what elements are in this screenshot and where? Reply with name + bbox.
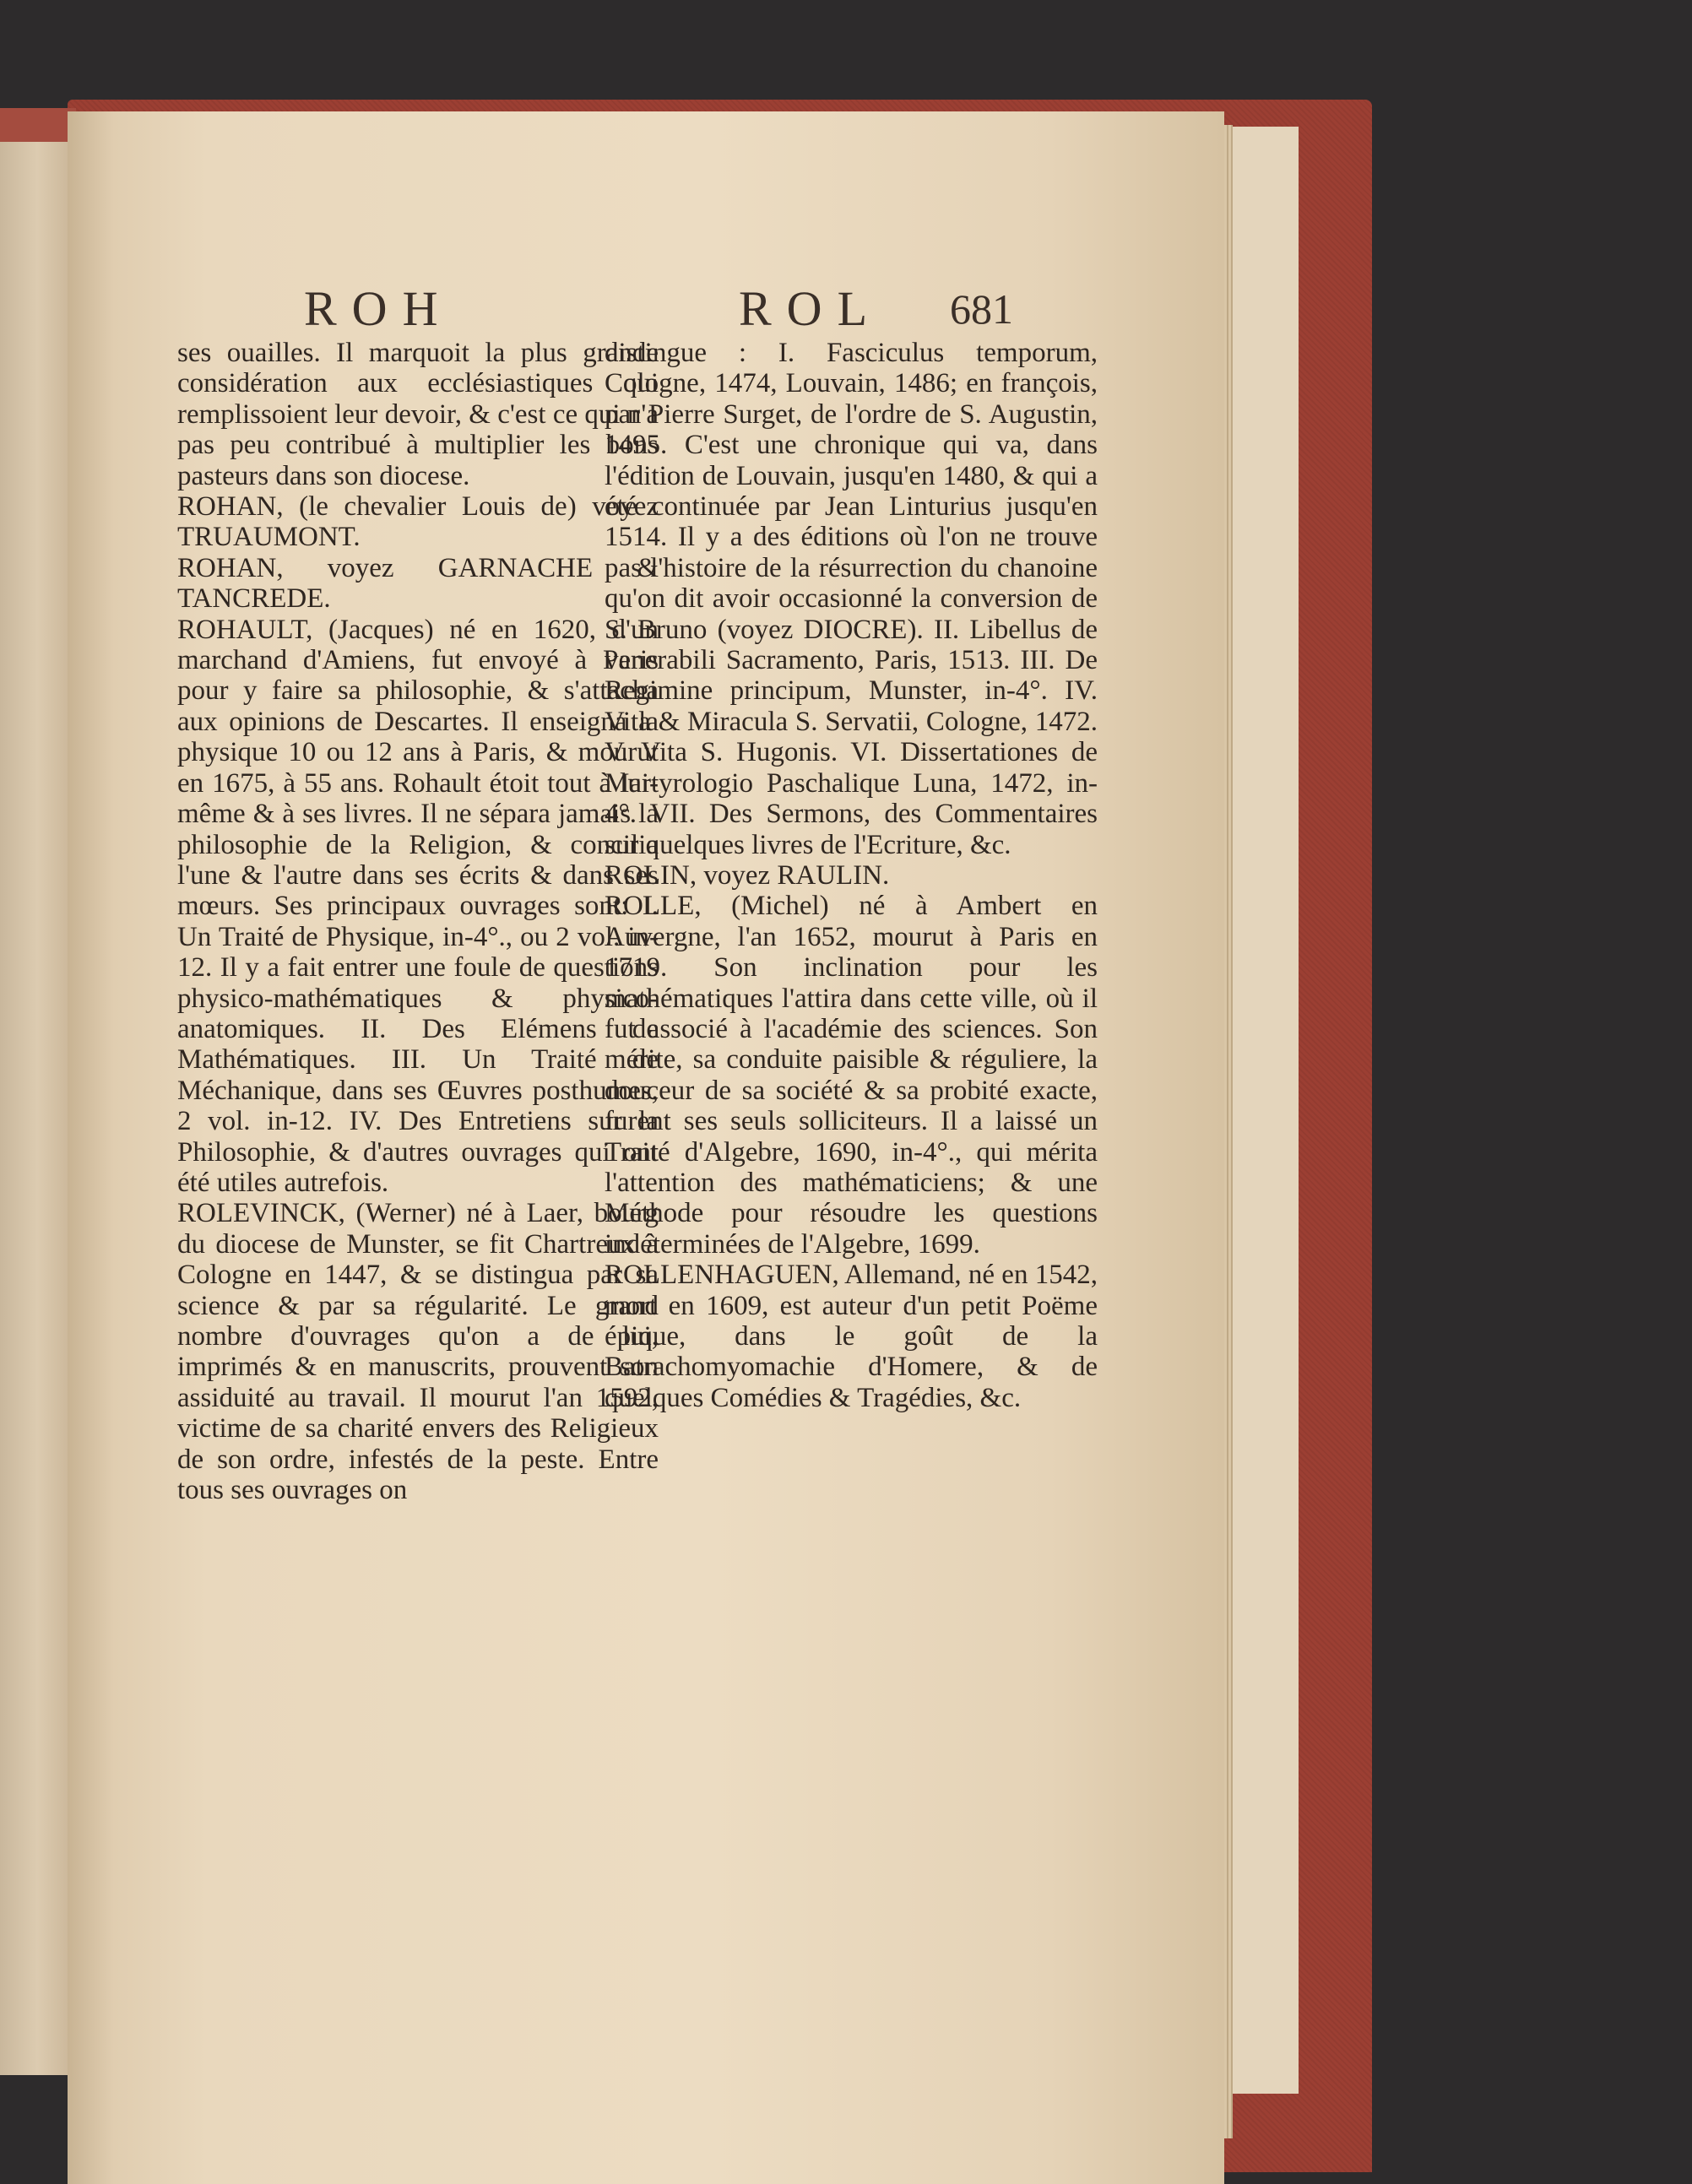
left-running-head: ROH [304,281,453,336]
right-running-head: ROL [739,281,882,336]
right-column-text: distingue : I. Fasciculus temporum, Cologne, 1474, Louvain, 1486; en françois, par Pierre Surget, de l'ordre de S. Augustin, 1495. C'est une chronique qui va, dans l'édition de Louvain, jusqu'en 1480, & qui a été continuée par Jean Linturius jusqu'en 1514. Il y a des éditions où l'on ne trouve pas l'histoire de la résurrection du chanoine qu'on dit avoir occasionné la conversion de S. Bruno (voyez DIOCRE). II. Libellus de venerabili Sacramento, Paris, 1513. III. De Regimine principum, Munster, in-4°. IV. Vita & Miracula S. Servatii, Cologne, 1472. V. Vita S. Hugonis. VI. Dissertationes de Martyrologio Paschalique Luna, 1472, in-4°. VII. Des Sermons, des Commentaires sur quelques livres de l'Ecriture, &c. ROLIN, voyez RAULIN. ROLLE, (Michel) né à Ambert en Auvergne, l'an 1652, mourut à Paris en 1719. Son inclination pour les mathématiques l'attira dans cette ville, où il fut associé à l'académie des sciences. Son mérite, sa conduite paisible & réguliere, la douceur de sa société & sa probité exacte, furent ses seuls solliciteurs. Il a laissé un Traité d'Algebre, 1690, in-4°., qui mérita l'attention des mathématiciens; & une Méthode pour résoudre les questions indéterminées de l'Algebre, 1699. ROLLENHAGUEN, Allemand, né en 1542, mort en 1609, est auteur d'un petit Poëme épique, dans le goût de la Batrachomyomachie d'Homere, & de quelques Comédies & Tragédies, &c. [605,338,1098,1413]
cover-top-edge [0,108,76,142]
page-block-edge [1228,127,1299,2094]
left-column-text: ses ouailles. Il marquoit la plus grande considération aux ecclésiastiques qui remplissoient leur devoir, & c'est ce qui n'a pas peu contribué à multiplier les bons pasteurs dans son diocese. ROHAN, (le chevalier Louis de) voyez TRUAUMONT. ROHAN, voyez GARNACHE & TANCREDE. ROHAULT, (Jacques) né en 1620, d'un marchand d'Amiens, fut envoyé à Paris pour y faire sa philosophie, & s'attacha aux opinions de Descartes. Il enseigna la physique 10 ou 12 ans à Paris, & mourut en 1675, à 55 ans. Rohault étoit tout à lui-même & à ses livres. Il ne sépara jamais la philosophie de la Religion, & concilia l'une & l'autre dans ses écrits & dans ses mœurs. Ses principaux ouvrages sont: I. Un Traité de Physique, in-4°., ou 2 vol. in-12. Il y a fait entrer une foule de questions physico-mathématiques & physico-anatomiques. II. Des Elémens de Mathématiques. III. Un Traité de Méchanique, dans ses Œuvres posthumes, 2 vol. in-12. IV. Des Entretiens sur la Philosophie, & d'autres ouvrages qui ont été utiles autrefois. ROLEVINCK, (Werner) né à Laer, bourg du diocese de Munster, se fit Chartreux à Cologne en 1447, & se distingua par sa science & par sa régularité. Le grand nombre d'ouvrages qu'on a de lui, imprimés & en manuscrits, prouvent son assiduité au travail. Il mourut l'an 1592, victime de sa charité envers des Religieux de son ordre, infestés de la peste. Entre tous ses ouvrages on [177,338,659,1506]
book-page [68,111,1224,2184]
page-number: 681 [950,285,1013,333]
facing-page-edge [0,108,68,2075]
